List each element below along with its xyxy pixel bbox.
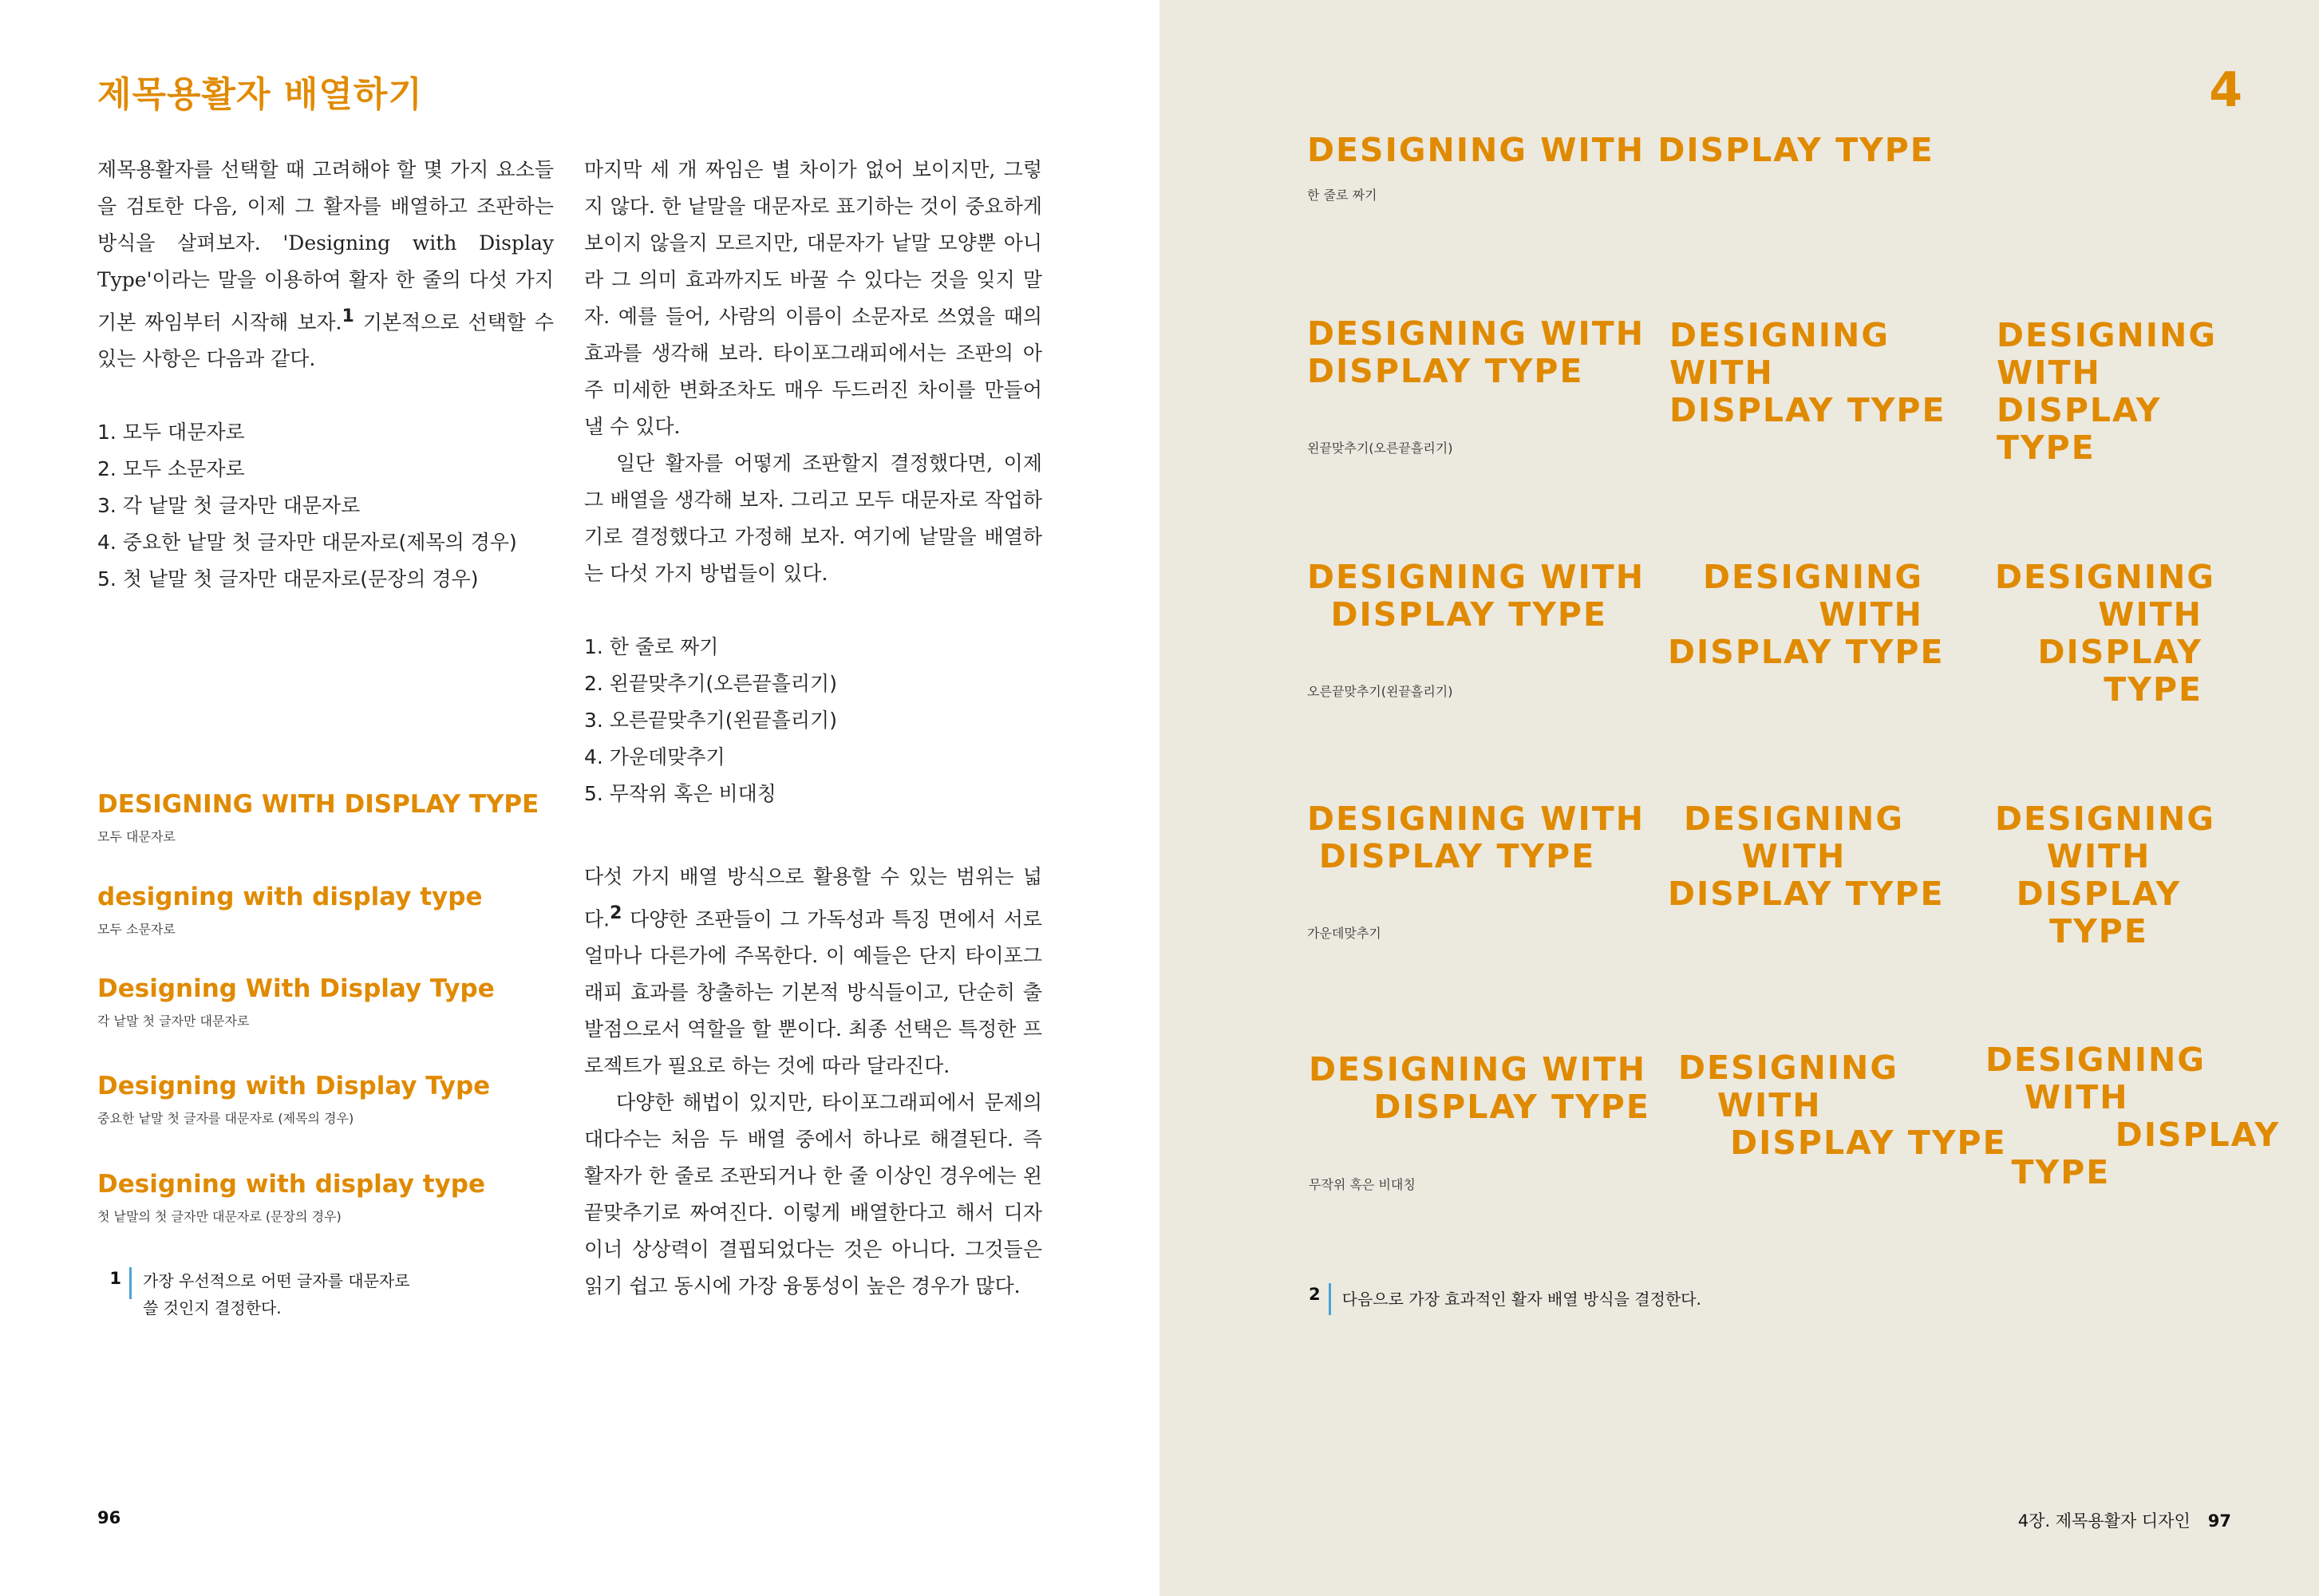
right-column — [584, 152, 1042, 1305]
case-caption: 각 낱말 첫 글자만 대문자로 — [97, 1013, 250, 1029]
chapter-number: 4 — [2209, 62, 2242, 118]
case-sample: DESIGNING WITH DISPLAY TYPE — [97, 790, 539, 819]
footnote-1 — [97, 1267, 410, 1321]
right-page — [1160, 0, 2319, 1596]
list-item: 5. 첫 낱말 첫 글자만 대문자로(문장의 경우) — [97, 567, 479, 591]
one-line-sample: DESIGNING WITH DISPLAY TYPE — [1307, 131, 1934, 169]
case-options-list — [97, 414, 554, 598]
paragraph: 다양한 해법이 있지만, 타이포그래피에서 문제의 대다수는 처음 두 배열 중에서 하나로 해결된다. 즉 활자가 한 줄로 조판되거나 한 줄 이상인 경우에는 왼끝맞추기로 짜여진다. 이렇게 배열한다고 해서 디자이너 상상력이 결핍되었다는 것은 아니다. 그것들은 읽기 쉽고 동시에 가장 융통성이 높은 경우가 많다. — [584, 1091, 1042, 1298]
list-item: 2. 모두 소문자로 — [97, 457, 245, 481]
centered-caption: 가운데맞추기 — [1307, 926, 1381, 941]
list-item: 1. 모두 대문자로 — [97, 421, 245, 444]
section-title: 제목용활자 배열하기 — [97, 74, 423, 115]
footnote-text: 다음으로 가장 효과적인 활자 배열 방식을 결정한다. — [1341, 1290, 1701, 1309]
running-footer — [2018, 1508, 2231, 1532]
footnote-line: 가장 우선적으로 어떤 글자를 대문자로 — [143, 1271, 410, 1290]
footnote-ref-2: 2 — [610, 903, 622, 923]
footnote-2 — [1309, 1283, 1701, 1315]
page-number-left: 96 — [97, 1508, 121, 1527]
case-example — [97, 790, 539, 845]
footnote-ref-1: 1 — [342, 306, 354, 326]
list-item: 5. 무작위 혹은 비대칭 — [584, 782, 776, 805]
footnote-text — [143, 1267, 410, 1321]
page-number-right: 97 — [2207, 1511, 2231, 1531]
arrangement-options-list — [584, 629, 1042, 812]
list-item: 3. 각 낱말 첫 글자만 대문자로 — [97, 494, 361, 518]
paragraph-tail: 다양한 조판들이 그 가독성과 특징 면에서 서로 얼마나 다른가에 주목한다. 이 예들은 단지 타이포그래피 효과를 창출하는 기본적 방식들이고, 단순히 출발점으로서 역할을 할 뿐이다. 최종 선택은 특정한 프로젝트가 필요로 하는 것에 따라 달라진다. — [584, 907, 1042, 1078]
case-example — [97, 1170, 485, 1225]
flush-right-sample: DESIGNING WITH DISPLAY TYPE — [1995, 558, 2216, 709]
centered-sample: DESIGNING WITH DISPLAY TYPE — [1307, 800, 1645, 875]
case-sample: designing with display type — [97, 883, 483, 911]
footnote-rule — [1329, 1283, 1331, 1315]
running-footer-text: 4장. 제목용활자 디자인 — [2017, 1511, 2191, 1531]
random-sample: DESIGNING WITH DISPLAY TYPE — [1309, 1050, 1650, 1126]
case-caption: 첫 낱말의 첫 글자만 대문자로 (문장의 경우) — [97, 1209, 342, 1224]
random-caption: 무작위 혹은 비대칭 — [1309, 1177, 1416, 1192]
list-item: 4. 가운데맞추기 — [584, 745, 725, 768]
case-example — [97, 883, 482, 938]
footnote-line: 쓸 것인지 결정한다. — [143, 1298, 282, 1317]
footnote-number: 1 — [109, 1269, 121, 1288]
paragraph: 일단 활자를 어떻게 조판할지 결정했다면, 이제 그 배열을 생각해 보자. 그리고 모두 대문자로 작업하기로 결정했다고 가정해 보자. 여기에 낱말을 배열하는 다섯 가지 방법들이 있다. — [584, 452, 1042, 585]
case-example — [97, 974, 495, 1029]
flush-left-sample: DESIGNING WITH DISPLAY TYPE — [1669, 316, 1946, 429]
case-example — [97, 1072, 490, 1127]
footnote-number: 2 — [1309, 1285, 1321, 1304]
intro-paragraph-text: 제목용활자를 선택할 때 고려해야 할 몇 가지 요소들을 검토한 다음, 이제 그 활자를 배열하고 조판하는 방식을 살펴보자. 'Designing with Display Type'이라는 말을 이용하여 활자 한 줄의 다섯 가지 기본 짜임부터 시작해 보자. — [97, 158, 554, 334]
flush-right-sample: DESIGNING WITH DISPLAY TYPE — [1307, 558, 1645, 634]
paragraph-lead: 다섯 가지 배열 방식으로 활용할 수 있는 범위는 넓다. — [584, 865, 1042, 931]
one-line-caption: 한 줄로 짜기 — [1307, 188, 1377, 203]
case-caption: 중요한 낱말 첫 글자를 대문자로 (제목의 경우) — [97, 1111, 354, 1126]
flush-left-caption: 왼끝맞추기(오른끝흘리기) — [1307, 440, 1453, 456]
case-sample: Designing with display type — [97, 1170, 486, 1199]
intro-paragraph — [97, 152, 554, 377]
list-item: 3. 오른끝맞추기(왼끝흘리기) — [584, 709, 837, 732]
paragraph — [584, 859, 1042, 1084]
flush-left-sample: DESIGNING WITH DISPLAY TYPE — [1997, 316, 2218, 467]
flush-right-sample: DESIGNING WITH DISPLAY TYPE — [1668, 558, 1945, 671]
centered-sample: DESIGNING WITH DISPLAY TYPE — [1668, 800, 1945, 913]
flush-right-caption: 오른끝맞추기(왼끝흘리기) — [1307, 684, 1453, 699]
case-sample: Designing with Display Type — [97, 1072, 491, 1100]
paragraph: 마지막 세 개 짜임은 별 차이가 없어 보이지만, 그렇지 않다. 한 낱말을 대문자로 표기하는 것이 중요하게 보이지 않을지 모르지만, 대문자가 낱말 모양뿐 아니라 그 의미 효과까지도 바꿀 수 있다는 것을 잊지 말자. 예를 들어, 사람의 이름이 소문자로 쓰였을 때의 효과를 생각해 보라. 타이포그래피에서는 조판의 아주 미세한 변화조차도 매우 두드러진 차이를 만들어 낼 수 있다. — [584, 158, 1042, 438]
random-sample: DESIGNING WITH DISPLAY TYPE — [1678, 1049, 2007, 1162]
case-sample: Designing With Display Type — [97, 974, 495, 1003]
left-column — [97, 152, 554, 598]
footnote-rule — [129, 1267, 132, 1299]
list-item: 2. 왼끝맞추기(오른끝흘리기) — [584, 672, 837, 695]
intro-paragraph-tail: 기본적으로 선택할 수 있는 사항은 다음과 같다. — [97, 310, 554, 371]
list-item: 4. 중요한 낱말 첫 글자만 대문자로(제목의 경우) — [97, 531, 517, 555]
centered-sample: DESIGNING WITH DISPLAY TYPE — [1995, 800, 2216, 950]
case-caption: 모두 대문자로 — [97, 829, 176, 844]
list-item: 1. 한 줄로 짜기 — [584, 635, 719, 658]
case-caption: 모두 소문자로 — [97, 922, 176, 937]
random-sample: DESIGNING WITH DISPLAY TYPE — [1985, 1041, 2281, 1191]
flush-left-sample: DESIGNING WITH DISPLAY TYPE — [1307, 314, 1645, 390]
